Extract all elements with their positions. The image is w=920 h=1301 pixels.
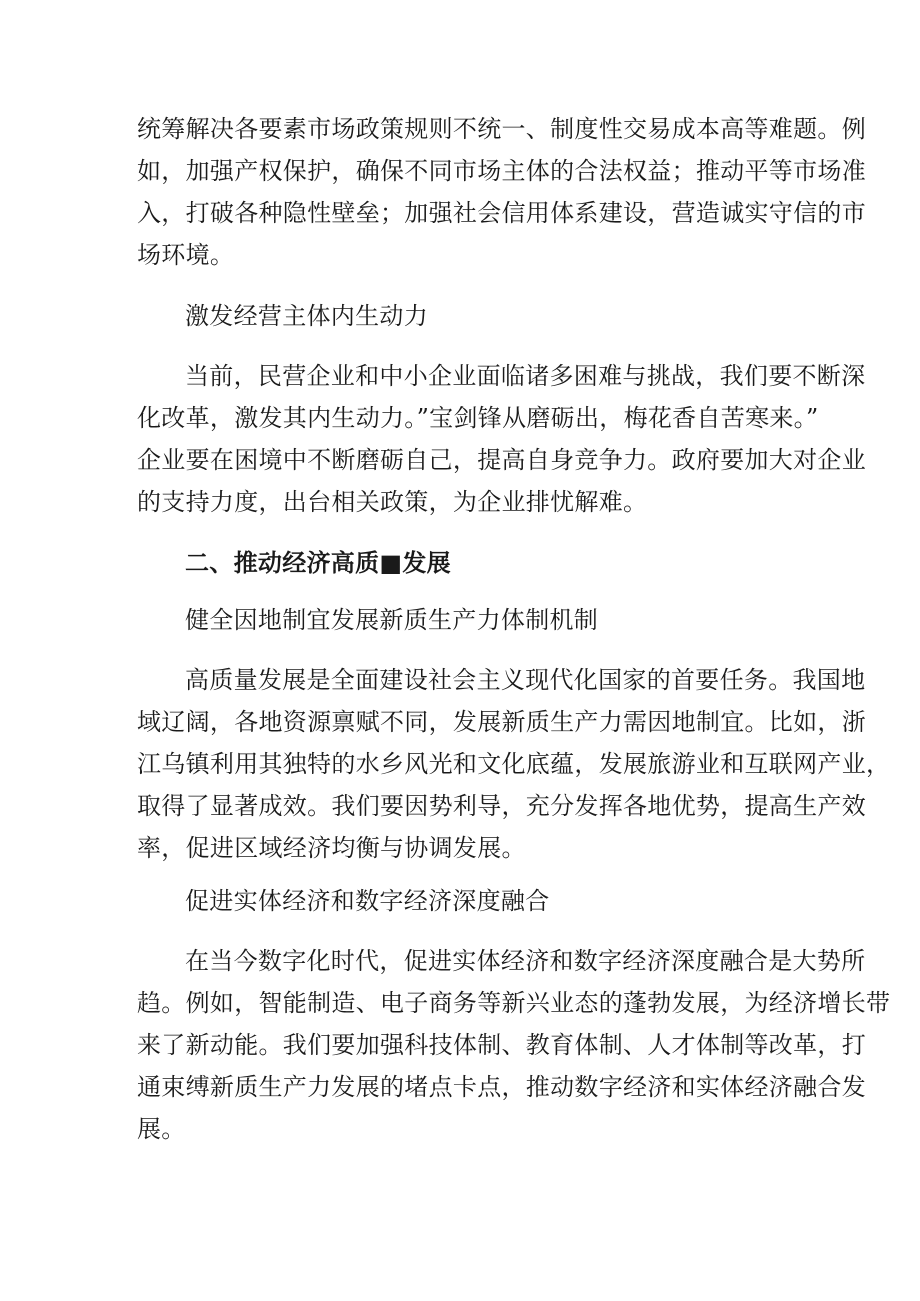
paragraph-line: 的支持力度，出台相关政策，为企业排忧解难。	[137, 488, 648, 516]
subheading-digital-economy: 促进实体经济和数字经济深度融合	[185, 887, 550, 915]
subheading-business-vitality: 激发经营主体内生动力	[185, 302, 428, 330]
paragraph-line: 高质量发展是全面建设社会主义现代化国家的首要任务。我国地	[185, 666, 866, 694]
paragraph-digital-era	[137, 940, 891, 1150]
paragraph-line: 展。	[137, 1115, 186, 1143]
paragraph-line: 统筹解决各要素市场政策规则不统一、制度性交易成本高等难题。例	[137, 115, 866, 143]
paragraph-line: 场环境。	[137, 241, 235, 269]
paragraph-line: 当前，民营企业和中小企业面临诸多困难与挑战，我们要不断深	[185, 362, 866, 390]
paragraph-line: 域辽阔，各地资源禀赋不同，发展新质生产力需因地制宜。比如，浙	[137, 708, 866, 736]
paragraph-line: 企业要在困境中不断磨砺自己，提高自身竞争力。政府要加大对企业	[137, 446, 866, 474]
paragraph-line: 通束缚新质生产力发展的堵点卡点，推动数字经济和实体经济融合发	[137, 1073, 866, 1101]
paragraph-enterprises	[137, 355, 866, 523]
section-heading-high-quality-development: 二、推动经济高质■发展	[185, 549, 451, 577]
paragraph-line: 江乌镇利用其独特的水乡风光和文化底蕴，发展旅游业和互联网产业，	[137, 750, 891, 778]
subheading-new-productive-forces: 健全因地制宜发展新质生产力体制机制	[185, 606, 599, 634]
paragraph-line: 入，打破各种隐性壁垒；加强社会信用体系建设，营造诚实守信的市	[137, 199, 866, 227]
paragraph-line: 来了新动能。我们要加强科技体制、教育体制、人才体制等改革，打	[137, 1031, 866, 1059]
paragraph-line: 化改革，激发其内生动力。”宝剑锋从磨砺出，梅花香自苦寒来。”	[137, 404, 819, 432]
paragraph-line: 如，加强产权保护，确保不同市场主体的合法权益；推动平等市场准	[137, 157, 866, 185]
paragraph-markets	[137, 108, 866, 276]
paragraph-line: 趋。例如，智能制造、电子商务等新兴业态的蓬勃发展，为经济增长带	[137, 989, 891, 1017]
paragraph-line: 取得了显著成效。我们要因势利导，充分发挥各地优势，提高生产效	[137, 792, 866, 820]
paragraph-high-quality	[137, 659, 891, 869]
paragraph-line: 率，促进区域经济均衡与协调发展。	[137, 834, 526, 862]
paragraph-line: 在当今数字化时代，促进实体经济和数字经济深度融合是大势所	[185, 947, 866, 975]
